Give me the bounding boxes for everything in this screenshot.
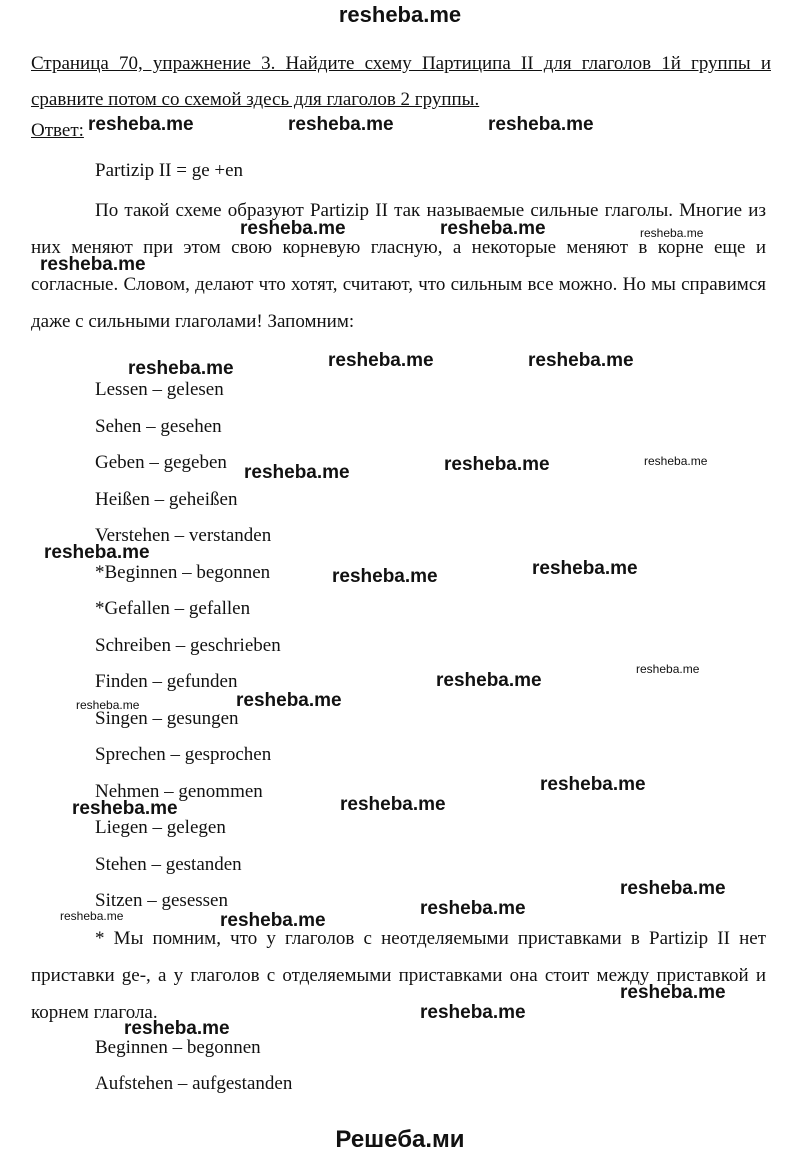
watermark: resheba.me: [620, 878, 726, 899]
watermark: resheba.me: [288, 114, 394, 135]
watermark: resheba.me: [436, 670, 542, 691]
watermark: resheba.me: [220, 910, 326, 931]
verb-pair: Sprechen – gesprochen: [95, 744, 272, 765]
verb-pair: Sehen – gesehen: [95, 415, 222, 437]
partizip-formula: Partizip II = ge +en: [95, 160, 244, 181]
watermark: resheba.me: [640, 226, 704, 240]
watermark: resheba.me: [124, 1018, 230, 1039]
watermark: resheba.me: [420, 898, 526, 919]
watermark: resheba.me: [72, 798, 178, 819]
verb-pair: *Gefallen – gefallen: [95, 598, 251, 619]
verb-pair: Lessen – gelesen: [95, 379, 224, 400]
watermark: resheba.me: [540, 774, 646, 795]
verb-pair: Sitzen – gesessen: [95, 890, 228, 911]
watermark: resheba.me: [240, 218, 346, 239]
verb-pair: Verstehen – verstanden: [95, 525, 272, 546]
watermark: resheba.me: [488, 114, 594, 135]
watermark: resheba.me: [636, 662, 700, 676]
site-header-logo: resheba.me: [338, 2, 462, 27]
verb-pair: Liegen – gelegen: [95, 817, 226, 838]
watermark: resheba.me: [44, 542, 150, 563]
watermark: resheba.me: [332, 566, 438, 587]
watermark: resheba.me: [88, 114, 194, 135]
watermark: resheba.me: [620, 982, 726, 1003]
strong-verb-list: [95, 372, 281, 920]
watermark: resheba.me: [444, 454, 550, 475]
example-pair: Beginnen – begonnen: [95, 1037, 261, 1058]
watermark: resheba.me: [244, 462, 350, 483]
verb-pair: Schreiben – geschrieben: [95, 634, 281, 656]
verb-pair: Nehmen – genommen: [95, 780, 263, 802]
verb-pair: Heißen – geheißen: [95, 488, 238, 510]
prefix-example-list: [95, 1030, 292, 1102]
watermark: resheba.me: [60, 909, 124, 923]
verb-pair: Geben – gegeben: [95, 452, 227, 473]
watermark: resheba.me: [420, 1002, 526, 1023]
watermark: resheba.me: [236, 690, 342, 711]
verb-pair: Finden – gefunden: [95, 671, 238, 692]
watermark: resheba.me: [128, 358, 234, 379]
watermark: resheba.me: [528, 350, 634, 371]
watermark: resheba.me: [532, 558, 638, 579]
task-statement: Страница 70, упражнение 3. Найдите схему Партиципа II для глаголов 1й группы и сравните потом со схемой здесь для глаголов 2 группы.: [31, 53, 771, 110]
watermark: resheba.me: [644, 454, 708, 468]
watermark: resheba.me: [40, 254, 146, 275]
watermark: resheba.me: [76, 698, 140, 712]
watermark: resheba.me: [340, 794, 446, 815]
verb-pair: *Beginnen – begonnen: [95, 561, 271, 583]
site-footer-logo: Решеба.ми: [335, 1126, 465, 1153]
verb-pair: Singen – gesungen: [95, 707, 239, 729]
example-pair: Aufstehen – aufgestanden: [95, 1073, 293, 1094]
explanation-paragraph: По такой схеме образуют Partizip II так называемые сильные глаголы. Многие из них меняют при этом свою корневую гласную, а некоторые меняют в корне еще и согласные. Словом, делают что хотят, считают, что сильным все можно. Но мы справимся даже с сильными глаголами! Запомним:: [31, 200, 766, 332]
watermark: resheba.me: [328, 350, 434, 371]
watermark: resheba.me: [440, 218, 546, 239]
answer-label: Ответ:: [31, 120, 84, 141]
footnote-paragraph: * Мы помним, что у глаголов с неотделяемыми приставками в Partizip II нет приставки ge-, а у глаголов с отделяемыми приставками она стоит между приставкой и корнем глагола.: [31, 928, 766, 1023]
verb-pair: Stehen – gestanden: [95, 853, 242, 875]
